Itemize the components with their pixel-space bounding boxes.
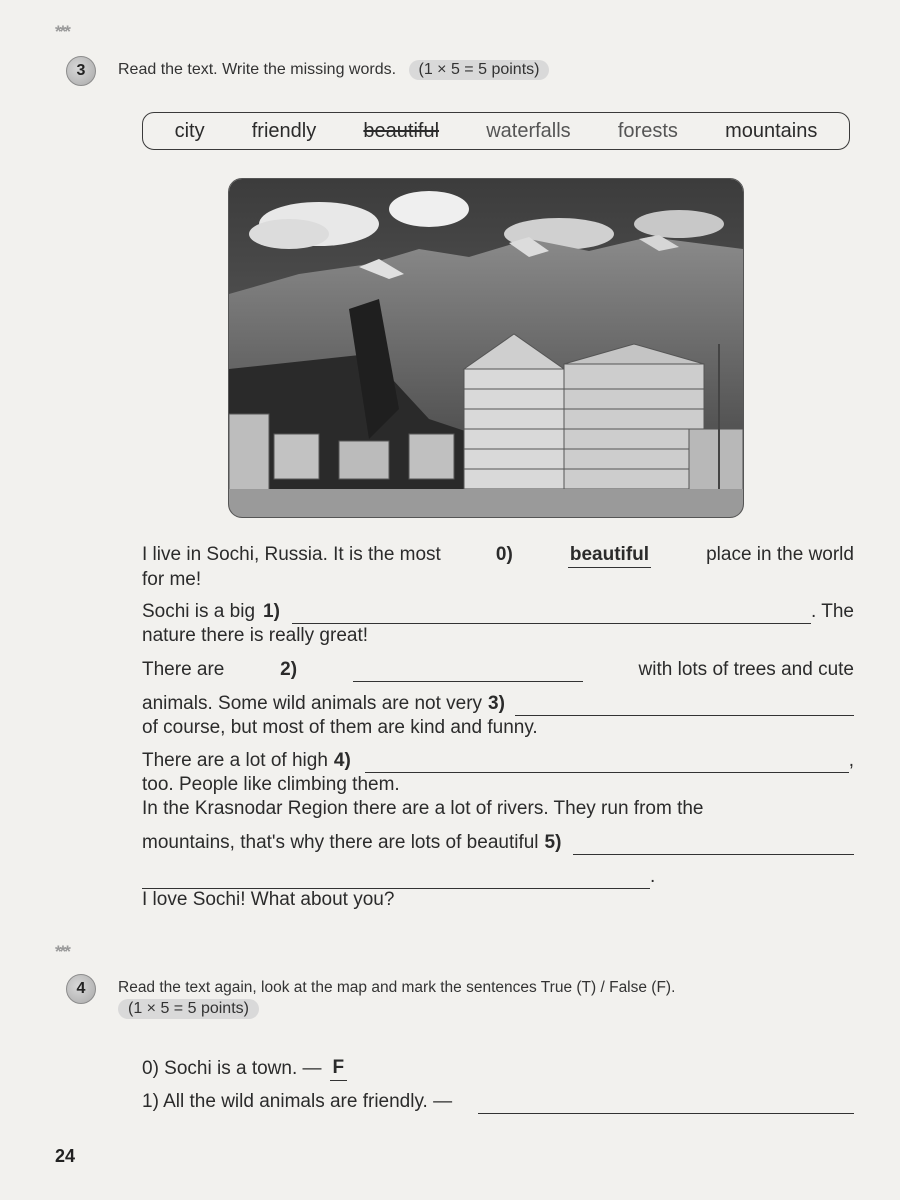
text-6: I love Sochi! What about you? bbox=[142, 889, 395, 910]
word-city: city bbox=[174, 119, 205, 142]
text-5a: In the Krasnodar Region there are a lot of rivers. They run from the bbox=[142, 798, 704, 819]
paragraph-1 bbox=[142, 600, 854, 648]
exercise-4-points-row bbox=[118, 999, 259, 1019]
text-1b: . The bbox=[811, 601, 854, 622]
blank-3-number: 3) bbox=[488, 693, 505, 714]
blank-5-input-continued[interactable] bbox=[142, 870, 650, 889]
text-5b: mountains, that's why there are lots of beautiful bbox=[142, 832, 539, 853]
statement-0-text: 0) Sochi is a town. — bbox=[142, 1058, 322, 1079]
page-number: 24 bbox=[55, 1146, 76, 1166]
text-3b: of course, but most of them are kind and funny. bbox=[142, 717, 538, 738]
word-mountains: mountains bbox=[725, 119, 818, 142]
word-friendly: friendly bbox=[251, 119, 317, 142]
paragraph-2 bbox=[142, 658, 854, 682]
text-4c: too. People like climbing them. bbox=[142, 774, 400, 795]
difficulty-stars: *** bbox=[55, 22, 69, 41]
blank-0-answer: beautiful bbox=[568, 543, 651, 568]
word-beautiful-crossed: beautiful bbox=[363, 119, 440, 142]
word-box bbox=[142, 112, 850, 150]
text-0b: place in the world bbox=[706, 544, 854, 565]
paragraph-3 bbox=[142, 692, 854, 740]
exercise-3-instruction: Read the text. Write the missing words. bbox=[118, 61, 397, 78]
statement-1-text: 1) All the wild animals are friendly. — bbox=[142, 1091, 453, 1112]
blank-2-number: 2) bbox=[280, 659, 298, 680]
text-0a: I live in Sochi, Russia. It is the most bbox=[142, 544, 441, 565]
blank-1-number: 1) bbox=[263, 601, 280, 622]
exercise-3-points: (1 × 5 = 5 points) bbox=[409, 60, 550, 80]
exercise-4-number: 4 bbox=[66, 974, 96, 1004]
difficulty-stars-4: *** bbox=[55, 942, 69, 961]
text-0c: for me! bbox=[142, 569, 202, 590]
statement-1-answer-input[interactable] bbox=[478, 1095, 854, 1114]
word-forests: forests bbox=[617, 119, 678, 142]
blank-1-input[interactable] bbox=[292, 605, 811, 624]
exercise-3-number: 3 bbox=[66, 56, 96, 86]
text-4b: , bbox=[848, 750, 854, 771]
statement-0-answer: F bbox=[330, 1056, 348, 1081]
exercise-4-points: (1 × 5 = 5 points) bbox=[118, 999, 259, 1019]
blank-3-input[interactable] bbox=[515, 697, 854, 716]
text-5c: . bbox=[650, 866, 656, 887]
blank-5-number: 5) bbox=[544, 832, 562, 853]
blank-5-input[interactable] bbox=[573, 836, 854, 855]
paragraph-0 bbox=[142, 543, 854, 592]
mountain-resort-photo bbox=[228, 178, 744, 518]
statement-0 bbox=[142, 1056, 347, 1081]
paragraph-5 bbox=[142, 797, 854, 889]
statement-1 bbox=[142, 1090, 854, 1114]
word-waterfalls: waterfalls bbox=[486, 119, 571, 142]
text-2a: There are bbox=[142, 659, 225, 680]
exercise-3-instruction-row bbox=[118, 60, 549, 80]
blank-4-input[interactable] bbox=[365, 754, 849, 773]
text-1a: Sochi is a big bbox=[142, 601, 256, 622]
text-3a: animals. Some wild animals are not very bbox=[142, 693, 483, 714]
paragraph-4 bbox=[142, 749, 854, 797]
exercise-4-instruction: Read the text again, look at the map and mark the sentences True (T) / False (F). bbox=[118, 979, 676, 996]
blank-2-input[interactable] bbox=[353, 663, 583, 682]
text-2b: with lots of trees and cute bbox=[638, 659, 854, 680]
blank-4-number: 4) bbox=[333, 750, 351, 771]
text-4a: There are a lot of high bbox=[142, 750, 328, 771]
blank-0-number: 0) bbox=[495, 544, 513, 565]
text-1c: nature there is really great! bbox=[142, 625, 369, 646]
